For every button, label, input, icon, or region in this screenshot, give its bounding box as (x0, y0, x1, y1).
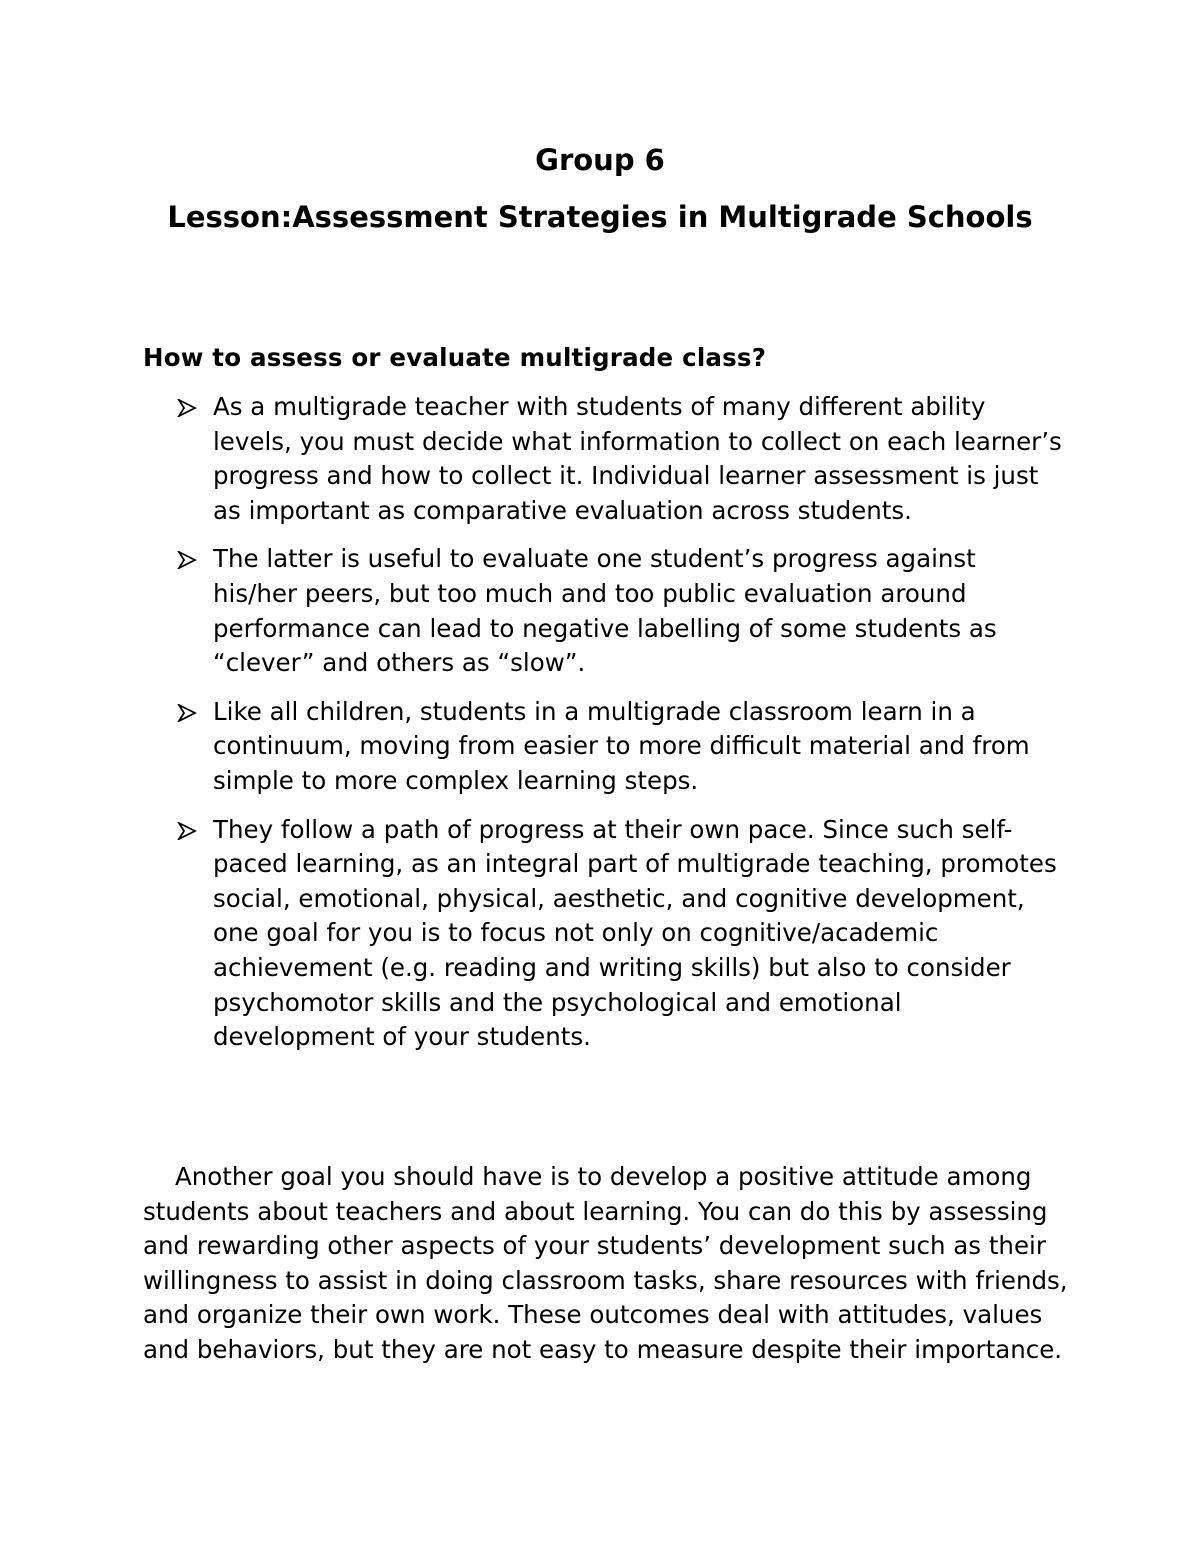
bullet-item (143, 390, 1063, 528)
bullet-text: As a multigrade teacher with students of many different ability levels, you must decide what information to collect on each learner’s progress and how to collect it. Individual learner assessment is just as important as comparative evaluation across students. (213, 392, 1062, 525)
question-heading: How to assess or evaluate multigrade class? (143, 343, 767, 372)
arrowhead-bullet-icon (177, 390, 201, 425)
bullet-item (143, 542, 1063, 680)
bullet-text: The latter is useful to evaluate one student’s progress against his/her peers, but too much and too public evaluation around performance can lead to negative labelling of some students as “clever” and others as “slow”. (213, 544, 997, 678)
bullet-text: Like all children, students in a multigrade classroom learn in a continuum, moving from easier to more difficult material and from simple to more complex learning steps. (213, 696, 1030, 795)
lesson-title: Lesson:Assessment Strategies in Multigrade Schools (167, 200, 1033, 234)
group-title: Group 6 (535, 143, 665, 177)
arrowhead-bullet-icon (177, 542, 201, 577)
bullet-item (143, 695, 1063, 799)
arrowhead-bullet-icon (177, 695, 201, 730)
bullet-text: They follow a path of progress at their own pace. Since such self-paced learning, as an integral part of multigrade teaching, promotes social, emotional, physical, aesthetic, and cognitive development, one goal for you is to focus not only on cognitive/academic achievement (e.g. reading and writing skills) but also to consider psychomotor skills and the psychological and emotional development of your students. (213, 814, 1057, 1052)
arrowhead-bullet-icon (177, 813, 201, 848)
closing-paragraph: Another goal you should have is to develop a positive attitude among students about teachers and about learning. You can do this by assessing and rewarding other aspects of your students’ development such as their willingness to assist in doing classroom tasks, share resources with friends, and organize their own work. These outcomes deal with attitudes, values and behaviors, but they are not easy to measure despite their importance. (143, 1162, 1068, 1364)
bullet-item (143, 813, 1063, 1055)
bullet-list (143, 390, 1063, 1069)
